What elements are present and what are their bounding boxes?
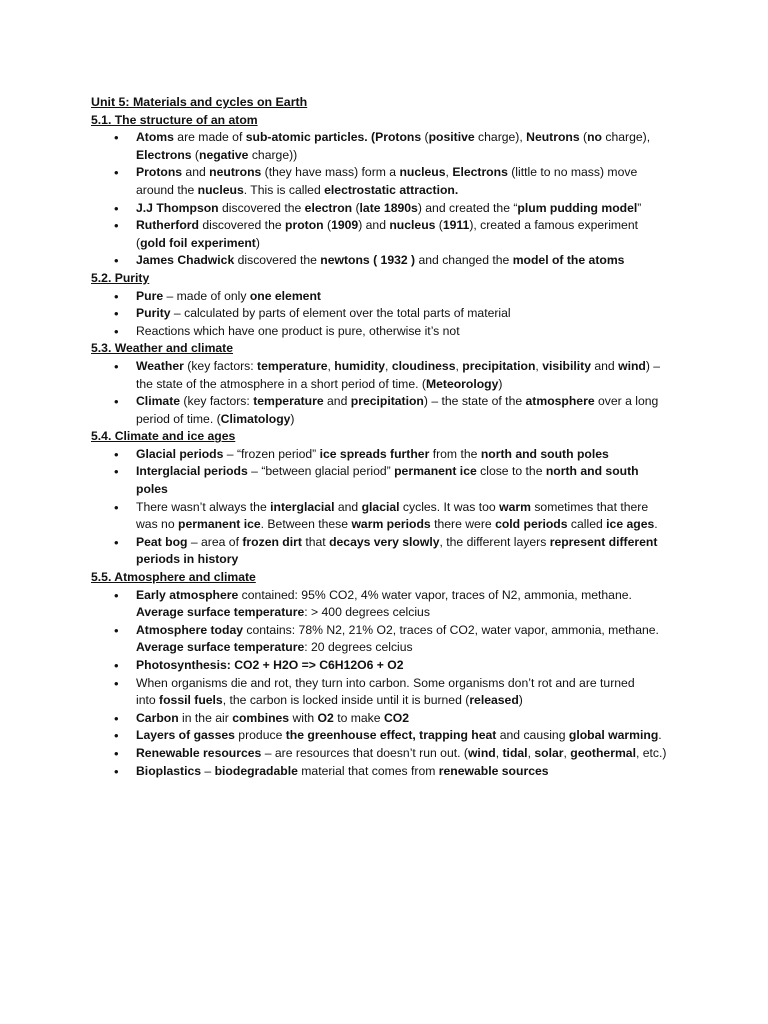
text-run: ) and created the “ [417,200,518,215]
bold-text: Photosynthesis: CO2 + H2O => C6H12O6 + O2 [136,658,404,672]
bold-text: Electrons [136,147,192,162]
text-line [136,393,691,411]
text-run: discovered the [234,253,321,268]
bold-text: Carbon [136,710,179,725]
text-run: , the carbon is locked inside until it is burned ( [222,693,470,708]
text-run: . [658,728,662,743]
bold-text: glacial [361,499,400,514]
text-line [136,323,691,341]
text-run: ) and [358,218,390,233]
text-line [136,147,691,165]
text-run: material that comes from [297,763,439,778]
bold-text: nucleus [389,218,436,233]
bold-text: Pure [136,288,164,303]
bold-text: cloudiness [391,358,456,373]
bold-text: north and south [545,464,639,479]
text-run: (little to no mass) move [507,165,638,180]
list-item [91,217,691,252]
text-line [136,622,691,640]
bold-text: decays very slowly [329,534,440,549]
list-item [91,446,691,464]
bold-text: plum pudding model [517,200,638,215]
bold-text: negative [199,147,249,162]
text-run: , the different layers [439,534,550,549]
text-run: , [535,358,543,373]
text-run: – area of [187,534,243,549]
text-line [136,217,691,235]
bold-text: Atmosphere today [136,622,243,637]
bold-text: tidal [502,745,528,760]
text-run: charge), [601,130,651,145]
text-run: Reactions which have one product is pure, otherwise it’s not [136,323,460,338]
text-run: ( [421,130,429,145]
bold-text: James Chadwick [136,253,235,268]
bold-text: Protons [136,165,183,180]
bold-text: Early atmosphere [136,587,239,602]
list-item [91,252,691,270]
text-run: to make [333,710,384,725]
text-run: and changed the [415,253,513,268]
text-run: and [334,499,362,514]
bold-text: precipitation [350,394,424,409]
list-item [91,499,691,534]
text-run: discovered the [218,200,305,215]
list-item [91,657,691,675]
bold-text: no [587,130,602,145]
text-run: ) [518,693,523,708]
section-heading: 5.4. Climate and ice ages [91,429,236,444]
bold-text: fossil fuels [159,693,223,708]
text-run: : > 400 degrees celcius [304,605,430,620]
text-line [136,587,691,605]
bold-text: combines [232,710,290,725]
text-run: , [495,745,503,760]
bold-text: temperature [257,358,328,373]
text-run: When organisms die and rot, they turn into carbon. Some organisms don’t rot and are turned [136,675,635,690]
bold-text: Electrons [452,165,508,180]
text-run: (they have mass) form a [261,165,400,180]
text-line [136,604,691,622]
text-line [136,358,691,376]
text-run: ) [498,376,503,391]
bold-text: electrostatic attraction. [324,182,459,197]
bold-text: Renewable resources [136,745,262,760]
text-run: , [327,358,335,373]
text-line [136,639,691,657]
section-heading: 5.1. The structure of an atom [91,112,258,127]
bold-text: warm periods [351,517,431,532]
bold-text: neutrons [209,165,262,180]
text-run: , [563,745,571,760]
bold-text: nucleus [197,182,244,197]
text-run: into [136,693,160,708]
list-item [91,587,691,622]
bold-text: frozen dirt [242,534,302,549]
text-run: : 20 degrees celcius [304,640,413,655]
bold-text: Rutherford [136,218,199,233]
bold-text: O2 [317,710,334,725]
text-run: – “between glacial period” [247,464,395,479]
text-run: , [385,358,392,373]
text-line [136,675,691,693]
text-run: cycles. It was too [399,499,500,514]
bold-text: Bioplastics [136,763,202,778]
bold-text: permanent ice [394,464,477,479]
list-item [91,393,691,428]
bold-text: Layers of gasses [136,728,235,743]
bold-text: model of the atoms [512,253,625,268]
text-run: ) [255,235,260,250]
text-line [136,745,691,763]
bullet-list [91,587,691,781]
bold-text: Climate [136,394,181,409]
bold-text: wind [618,358,646,373]
section-heading: 5.5. Atmosphere and climate [91,570,256,585]
bold-text: gold foil experiment [140,235,256,250]
text-run: charge), [474,130,527,145]
text-line [136,376,691,394]
text-line [136,305,691,323]
text-run: discovered the [198,218,286,233]
text-line [136,692,691,710]
text-line [136,710,691,728]
bold-text: Meteorology [425,376,499,391]
text-line [136,499,691,517]
text-run: and [590,358,619,373]
text-run: – calculated by parts of element over the total parts of material [170,306,511,321]
text-line [136,657,691,675]
text-line [136,516,691,534]
bold-text: Weather [136,358,184,373]
text-run: , etc.) [635,745,667,760]
bold-text: positive [428,130,475,145]
bold-text: Average surface temperature [136,605,305,620]
bullet-list [91,446,691,569]
bullet-list [91,358,691,428]
bold-text: cold periods [495,517,568,532]
bold-text: geothermal [570,745,636,760]
text-run: with [289,710,318,725]
bold-text: precipitation [462,358,536,373]
text-run: ( [352,200,360,215]
text-line [136,129,691,147]
text-run: there were [430,517,496,532]
page-title: Unit 5: Materials and cycles on Earth [91,95,308,109]
bold-text: interglacial [270,499,335,514]
bold-text: 1909 [331,218,359,233]
list-item [91,164,691,199]
text-run: ) – [645,358,661,373]
list-item [91,200,691,218]
text-run: in the air [178,710,233,725]
bold-text: the greenhouse effect, trapping heat [285,728,497,743]
text-line [136,164,691,182]
bold-text: CO2 [383,710,409,725]
text-run: – made of only [163,288,250,303]
text-run: ) – the state of the [423,394,526,409]
text-run: charge)) [248,147,298,162]
bold-text: atmosphere [525,394,595,409]
text-run: ) [290,411,295,426]
text-line [136,551,691,569]
bold-text: wind [467,745,496,760]
bold-text: one element [249,288,321,303]
bold-text: Peat bog [136,534,188,549]
bold-text: permanent ice [178,517,261,532]
text-run: the state of the atmosphere in a short period of time. ( [136,376,426,391]
bold-text: proton [285,218,324,233]
text-run: – [201,763,215,778]
list-item [91,463,691,498]
bold-text: Atoms [136,130,174,145]
bold-text: sub-atomic particles. (Protons [245,130,422,145]
text-line [136,463,691,481]
text-line [136,481,691,499]
text-line [136,446,691,464]
bold-text: warm [499,499,531,514]
text-run: ), created a famous experiment [469,218,639,233]
text-line [136,235,691,253]
text-run: ( [191,147,199,162]
list-item [91,675,691,710]
bold-text: global warming [568,728,659,743]
text-line [136,763,691,781]
bold-text: ice spreads further [319,446,430,461]
bold-text: J.J Thompson [136,200,219,215]
text-line [136,288,691,306]
text-run: called [567,517,607,532]
text-run: ” [637,200,642,215]
text-run: . [654,517,658,532]
bold-text: represent different [549,534,658,549]
text-run: sometimes that there [530,499,649,514]
bold-text: visibility [542,358,591,373]
list-item [91,129,691,164]
text-run: , [455,358,463,373]
list-item [91,710,691,728]
list-item [91,534,691,569]
text-run: There wasn’t always the [136,499,271,514]
text-line [136,182,691,200]
text-line [136,252,691,270]
sections-container [91,112,691,781]
bold-text: late 1890s [359,200,418,215]
list-item [91,305,691,323]
text-line [136,411,691,429]
bold-text: north and south poles [480,446,609,461]
list-item [91,763,691,781]
bold-text: electron [304,200,353,215]
bold-text: Climatology [220,411,291,426]
text-run: close to the [476,464,546,479]
bold-text: renewable sources [438,763,549,778]
list-item [91,727,691,745]
text-run: contains: 78% N2, 21% O2, traces of CO2, water vapor, ammonia, methane. [243,622,659,637]
text-run: , [445,165,453,180]
text-run: over a long [594,394,659,409]
list-item [91,358,691,393]
list-item [91,622,691,657]
list-item [91,288,691,306]
list-item [91,323,691,341]
bold-text: Glacial periods [136,446,224,461]
bold-text: 1911 [442,218,470,233]
text-run: and [323,394,351,409]
bold-text: Purity [136,306,171,321]
text-run: . This is called [243,182,325,197]
text-line [136,727,691,745]
text-run: ( [435,218,443,233]
text-run: period of time. ( [136,411,221,426]
bold-text: Average surface temperature [136,640,305,655]
bold-text: Neutrons [526,130,580,145]
section-heading: 5.2. Purity [91,270,150,285]
text-run: (key factors: [180,394,254,409]
bold-text: nucleus [399,165,446,180]
section-heading: 5.3. Weather and climate [91,341,234,356]
bold-text: Interglacial periods [136,464,248,479]
text-run: ( [579,130,588,145]
bold-text: poles [136,482,168,497]
text-run: contained: 95% CO2, 4% water vapor, traces of N2, ammonia, methane. [238,587,632,602]
text-run: from the [429,446,481,461]
text-line [136,534,691,552]
text-run: – are resources that doesn’t run out. ( [261,745,468,760]
bold-text: temperature [253,394,324,409]
bold-text: newtons ( 1932 ) [320,253,416,268]
text-run: – “frozen period” [223,446,320,461]
text-run: produce [234,728,286,743]
text-run: and causing [496,728,569,743]
text-run: that [301,534,330,549]
bullet-list [91,288,691,341]
text-run: ( [136,235,141,250]
text-run: are made of [173,130,246,145]
text-run: (key factors: [183,358,258,373]
document-page [91,94,691,780]
bold-text: ice ages [606,517,655,532]
bold-text: periods in history [136,552,239,567]
bullet-list [91,129,691,270]
text-run: was no [136,517,179,532]
bold-text: biodegradable [214,763,298,778]
bold-text: humidity [334,358,386,373]
bold-text: released [469,693,519,708]
text-run: , [527,745,535,760]
text-run: around the [136,182,198,197]
list-item [91,745,691,763]
text-run: . Between these [260,517,352,532]
bold-text: solar [534,745,564,760]
text-line [136,200,691,218]
text-run: and [182,165,210,180]
text-run: ( [323,218,332,233]
